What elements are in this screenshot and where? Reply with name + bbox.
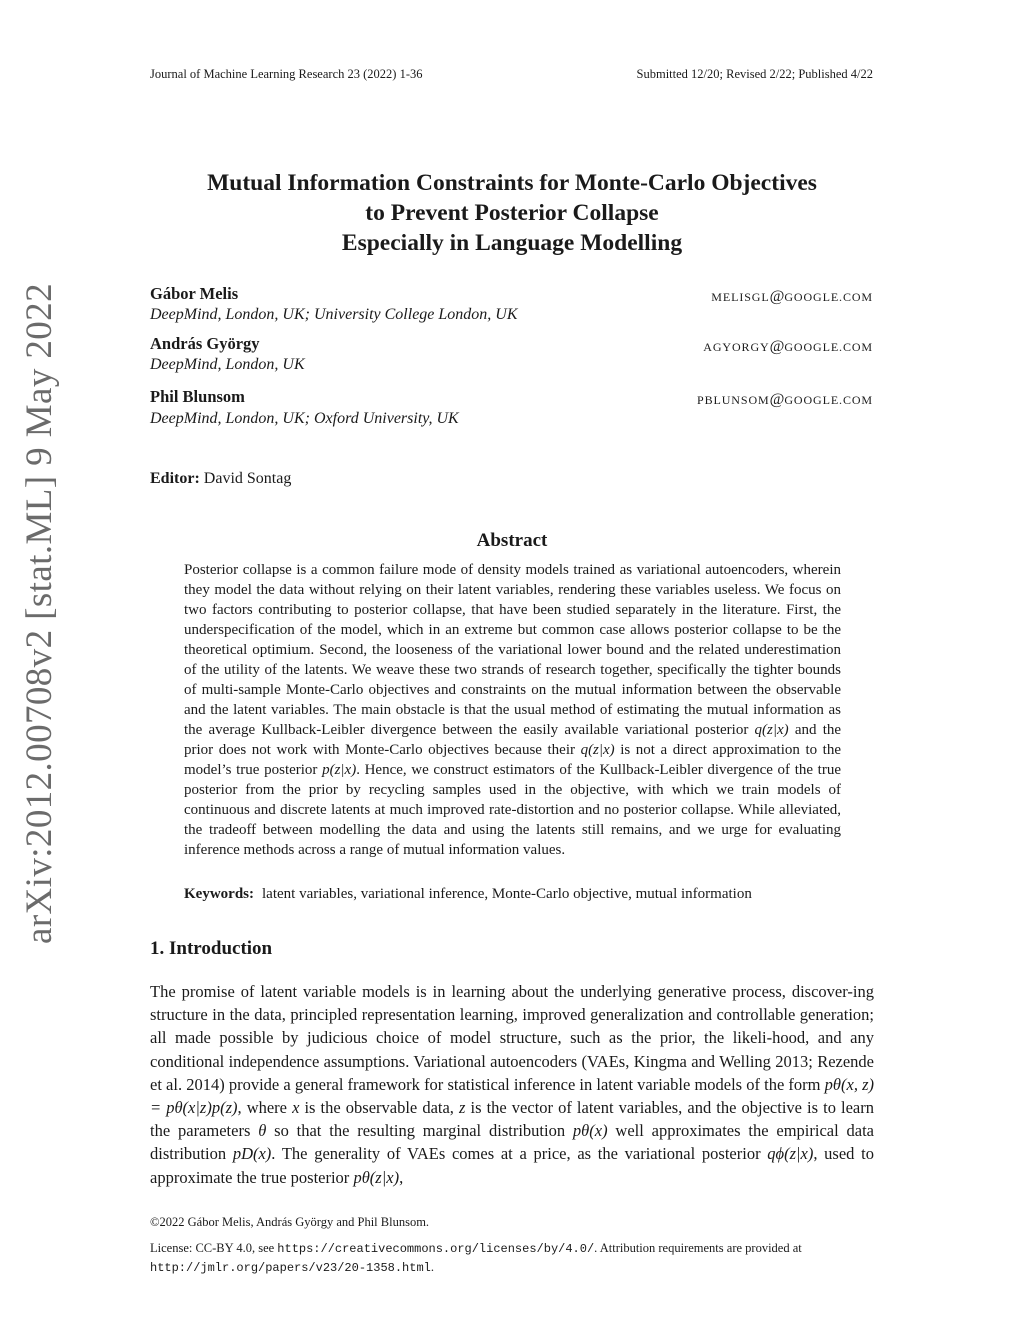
section-heading: 1. Introduction — [150, 938, 273, 959]
math-expression: pθ(z|x) — [353, 1167, 400, 1187]
math-expression: q(z|x) — [754, 722, 789, 738]
paper-title — [120, 168, 904, 258]
keywords-text: latent variables, variational inference, Monte-Carlo objective, mutual information — [262, 886, 752, 902]
running-header-journal: Journal of Machine Learning Research 23 (2022) 1-36 — [150, 67, 423, 81]
math-expression: qϕ(z|x) — [767, 1144, 814, 1164]
intro-paragraph: The promise of latent variable models is in learning about the underlying generative process, discover-ing structure in the data, principled representation learning, improved generalization and controllable generation; all made possible by judicious choice of model structure, such as the prior, the likeli-hood, and any conditional independence assumptions. Variational autoencoders (VAEs, Kingma and Welling 2013; Rezende et al. 2014) provide a general framework for statistical inference in latent variable models of the form pθ(x, z) = pθ(x|z)p(z), where x is the observable data, z is the vector of latent variables, and the objective is to learn the parameters θ so that the resulting marginal distribution pθ(x) well approximates the empirical data distribution pD(x). The generality of VAEs comes at a price, as the variational posterior qϕ(z|x), used to approximate the true posterior pθ(z|x), — [150, 982, 874, 1187]
author-affiliation: DeepMind, London, UK; University College London, UK — [150, 306, 518, 323]
math-expression: pD(x) — [232, 1144, 272, 1164]
copyright-footnote: ©2022 Gábor Melis, András György and Phil Blunsom. — [150, 1215, 430, 1229]
author-email[interactable]: MELISGL@GOOGLE.COM — [711, 288, 873, 305]
license-link[interactable]: https://creativecommons.org/licenses/by/4.0/ — [277, 1242, 595, 1256]
author-name: András György — [150, 334, 260, 353]
abstract-body: Posterior collapse is a common failure mode of density models trained as variational autoencoders, wherein they model the data without relying on their latent variables, rendering these variables useless. We focus on two factors contributing to posterior collapse, that have been studied separately in the literature. First, the underspecification of the model, which in an extreme but common case allows posterior collapse to be the theoretical optimium. Second, the looseness of the variational lower bound and the related underestimation of the utility of the latents. We weave these two strands of research together, specifically the tighter bounds of multi-sample Monte-Carlo objectives and constraints on the mutual information between the observable and the latent variables. The main obstacle is that the usual method of estimating the mutual information as the average Kullback-Leibler divergence between the easily available variational posterior q(z|x) and the prior does not work with Monte-Carlo objectives because their q(z|x) is not a direct approximation to the model’s true posterior p(z|x). Hence, we construct estimators of the Kullback-Leibler divergence of the true posterior from the prior by recycling samples used in the objective, with which we train models of continuous and discrete latents at much improved rate-distortion and no posterior collapse. While alleviated, the tradeoff between modelling the data and using the latents still remains, and we urge for evaluating inference methods across a range of mutual information values. — [184, 562, 842, 858]
title-line: Especially in Language Modelling — [341, 230, 683, 256]
editor-line — [150, 470, 291, 488]
author-affiliation: DeepMind, London, UK — [150, 356, 305, 373]
author-email[interactable]: AGYORGY@GOOGLE.COM — [703, 338, 873, 355]
math-expression: z — [459, 1098, 466, 1118]
math-expression: pθ(x, z) = pθ(x|z)p(z) — [150, 1074, 874, 1118]
title-line: to Prevent Posterior Collapse — [365, 200, 659, 226]
running-header-dates: Submitted 12/20; Revised 2/22; Published 4/22 — [636, 67, 873, 81]
title-line: Mutual Information Constraints for Monte-Carlo Objectives — [207, 170, 817, 196]
arxiv-identifier: arXiv:2012.00708v2 [stat.ML] 9 May 2022 — [19, 283, 60, 944]
math-expression: θ — [258, 1121, 267, 1141]
math-expression: q(z|x) — [580, 742, 615, 758]
author-name: Phil Blunsom — [150, 387, 245, 406]
author-affiliation: DeepMind, London, UK; Oxford University, UK — [150, 410, 459, 427]
math-expression: p(z|x) — [322, 762, 357, 778]
editor-label: Editor: — [150, 470, 200, 487]
keywords-label: Keywords: — [184, 886, 254, 902]
keywords — [184, 886, 884, 903]
abstract-heading: Abstract — [476, 530, 548, 551]
author-name: Gábor Melis — [150, 284, 239, 303]
paper-link[interactable]: http://jmlr.org/papers/v23/20-1358.html — [150, 1261, 431, 1275]
author-email[interactable]: PBLUNSOM@GOOGLE.COM — [697, 391, 873, 408]
editor-name: David Sontag — [203, 470, 292, 487]
math-expression: pθ(x) — [572, 1121, 608, 1141]
license-footnote: License: CC-BY 4.0, see https://creativecommons.org/licenses/by/4.0/. Attribution requirements are provided at http://jmlr.org/papers/v23/20-1358.html. — [150, 1241, 802, 1275]
math-expression: x — [292, 1098, 300, 1118]
